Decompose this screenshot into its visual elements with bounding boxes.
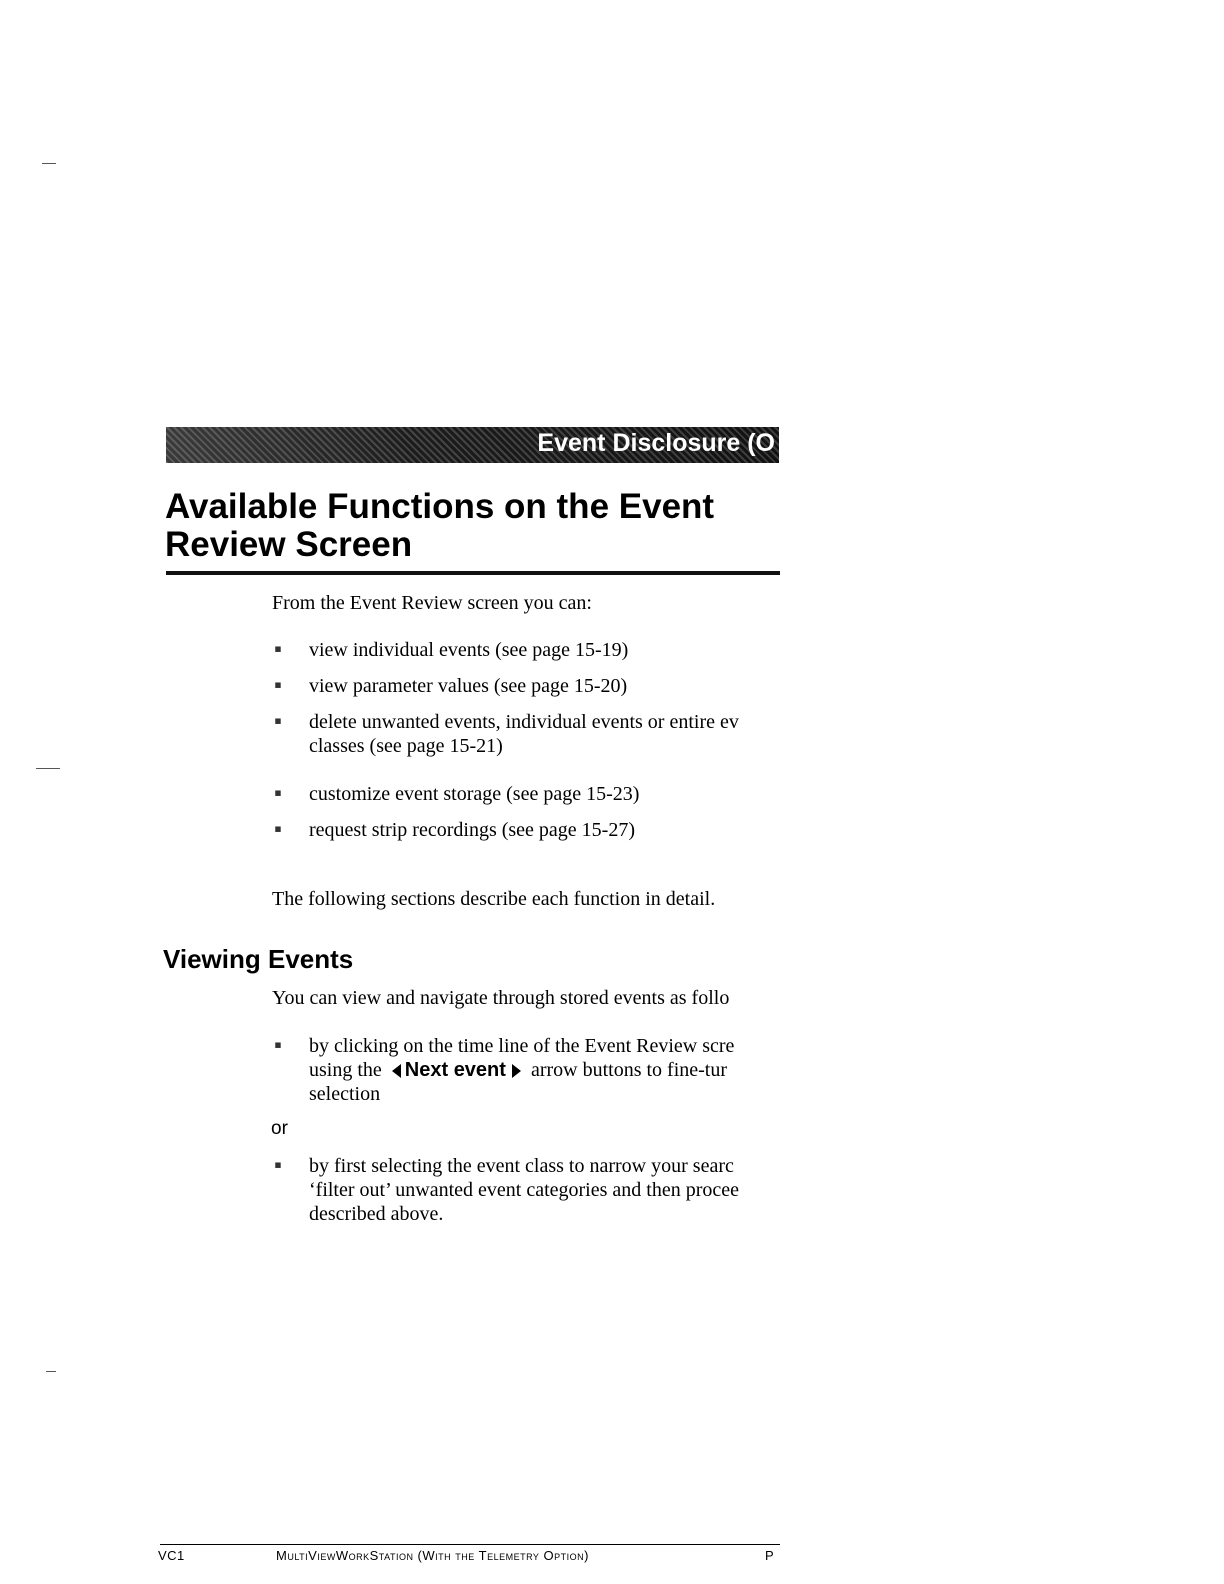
footer-page: P	[765, 1548, 775, 1563]
bullet-icon: ▪	[274, 1038, 282, 1051]
footer-left: VC1	[158, 1548, 185, 1563]
list-item-text: selection	[309, 1083, 381, 1105]
page-title-line-1: Available Functions on the Event	[165, 487, 715, 526]
list-item	[272, 818, 782, 844]
list-item	[272, 674, 782, 700]
list-item-text: classes (see page 15-21)	[309, 735, 503, 757]
next-arrow-icon	[512, 1064, 521, 1078]
list-item-text: delete unwanted events, individual events or entire ev	[309, 711, 739, 733]
following-text: The following sections describe each function in detail.	[272, 888, 716, 910]
bullet-icon: ▪	[274, 822, 282, 835]
list-item-text: view individual events (see page 15-19)	[309, 639, 629, 661]
list-item-text: described above.	[309, 1203, 444, 1225]
section-title: Viewing Events	[163, 944, 354, 974]
list-item-text: customize event storage (see page 15-23)	[309, 783, 640, 805]
list-item	[272, 638, 782, 664]
list-item	[272, 1034, 782, 1108]
text-segment: using the	[309, 1059, 382, 1081]
viewing-intro-text: You can view and navigate through stored events as follo	[272, 987, 730, 1009]
list-item-text: ‘filter out’ unwanted event categories and then procee	[309, 1179, 739, 1201]
list-item	[272, 710, 782, 760]
footer-rule	[160, 1544, 780, 1545]
previous-arrow-icon	[392, 1064, 401, 1078]
list-item-text	[309, 1058, 734, 1082]
list-item-text: by clicking on the time line of the Event Review scre	[309, 1035, 735, 1057]
list-item	[272, 782, 782, 808]
text-segment: arrow buttons to fine-tur	[530, 1059, 728, 1081]
section-banner	[166, 427, 779, 463]
list-item	[272, 1154, 782, 1228]
bullet-icon: ▪	[274, 786, 282, 799]
page-title-line-2: Review Screen	[165, 525, 413, 564]
footer-title: MultiViewWorkStation (With the Telemetry Option)	[276, 1548, 589, 1563]
bullet-icon: ▪	[274, 642, 282, 655]
list-item-text: request strip recordings (see page 15-27)	[309, 819, 635, 841]
banner-title: Event Disclosure (O	[537, 429, 775, 457]
list-item-text: by first selecting the event class to narrow your searc	[309, 1155, 734, 1177]
list-item-text: view parameter values (see page 15-20)	[309, 675, 628, 697]
bullet-icon: ▪	[274, 678, 282, 691]
page-title	[165, 488, 782, 564]
bullet-icon: ▪	[274, 1158, 282, 1171]
bullet-icon: ▪	[274, 714, 282, 727]
next-event-button-label: Next event	[404, 1059, 506, 1081]
or-text: or	[271, 1118, 288, 1139]
intro-text: From the Event Review screen you can:	[272, 592, 592, 614]
title-rule	[166, 571, 780, 575]
